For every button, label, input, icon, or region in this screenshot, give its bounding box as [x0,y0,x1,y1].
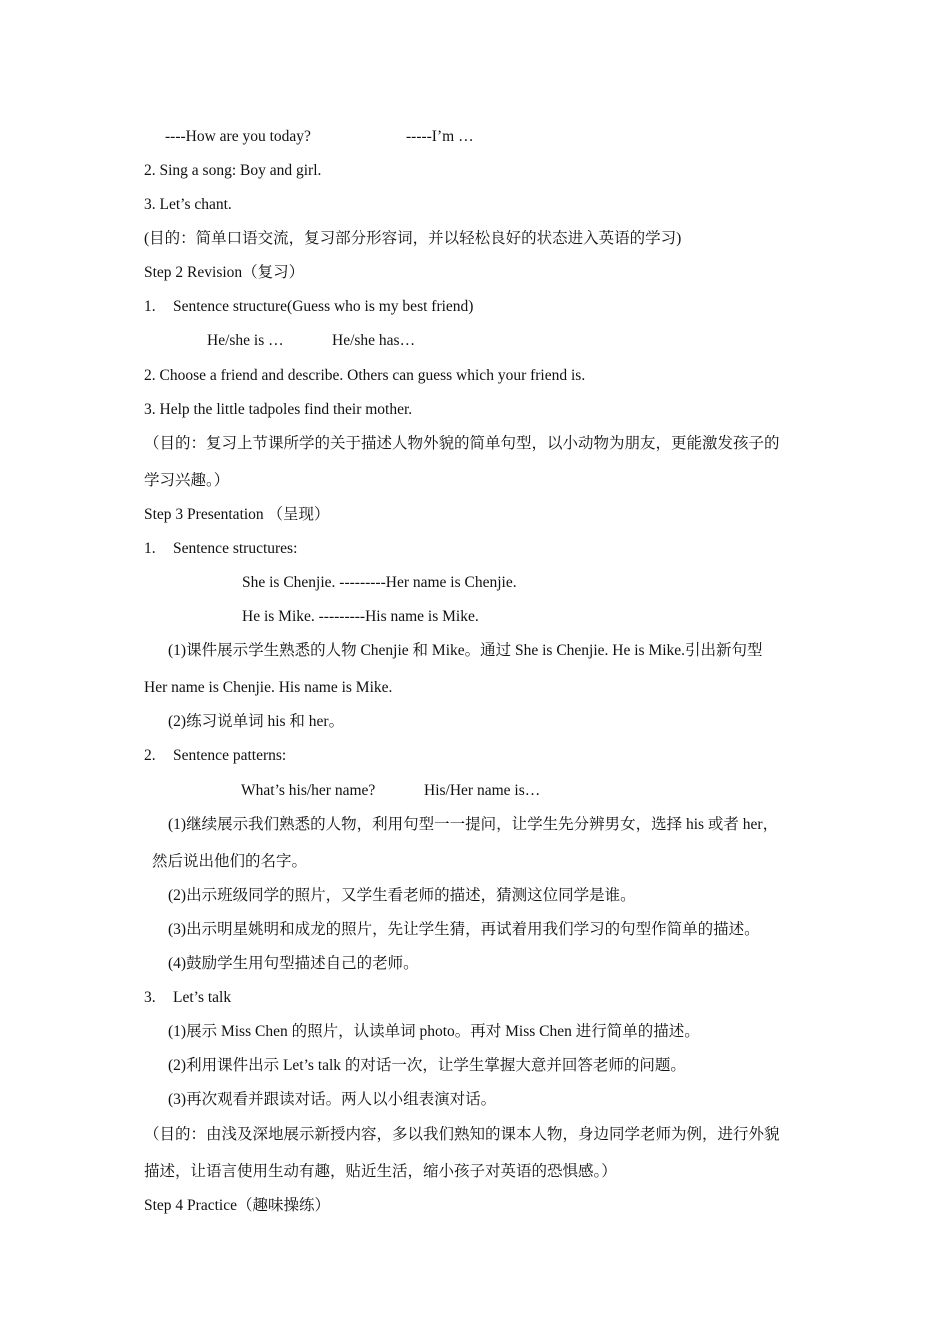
step3-note-1-line-2: Her name is Chenjie. His name is Mike. [144,679,393,696]
step3-example-2: He is Mike. ---------His name is Mike. [242,608,479,625]
step2-item-1-number: 1. [144,298,156,315]
warmup-item-2: 2. Sing a song: Boy and girl. [144,162,322,179]
step3-item-1-number: 1. [144,540,156,557]
step3-talk-1: (1)展示 Miss Chen 的照片，认读单词 photo。再对 Miss Chen 进行简单的描述。 [168,1023,700,1040]
step3-purpose-line-1: （目的：由浅及深地展示新授内容，多以我们熟知的课本人物，身边同学老师为例，进行外貌 [144,1126,780,1143]
step2-pattern-b: He/she has… [332,332,416,349]
step3-note-1-line-1: (1)课件展示学生熟悉的人物 Chenjie 和 Mike。通过 She is Chenjie. He is Mike.引出新句型 [168,642,763,659]
step3-item-3-text: Let’s talk [173,989,232,1006]
step2-pattern-a: He/she is … [207,332,284,349]
step3-purpose-line-2: 描述，让语言使用生动有趣，贴近生活，缩小孩子对英语的恐惧感。） [144,1163,617,1180]
step3-heading: Step 3 Presentation （呈现） [144,506,330,523]
step3-example-1: She is Chenjie. ---------Her name is Chenjie. [242,574,517,591]
warmup-dialog-answer: -----I’m … [406,128,474,145]
warmup-dialog-question: ----How are you today? [165,128,311,145]
step3-item-3-number: 3. [144,989,156,1006]
step2-item-3: 3. Help the little tadpoles find their mother. [144,401,413,418]
step3-p3: (3)出示明星姚明和成龙的照片，先让学生猜，再试着用我们学习的句型作简单的描述。 [168,921,760,938]
step3-p2: (2)出示班级同学的照片，又学生看老师的描述，猜测这位同学是谁。 [168,887,636,904]
step3-talk-3: (3)再次观看并跟读对话。两人以小组表演对话。 [168,1091,497,1108]
step2-item-2: 2. Choose a friend and describe. Others can guess which your friend is. [144,367,586,384]
step3-item-2-number: 2. [144,747,156,764]
step3-pattern-question: What’s his/her name? [241,782,376,799]
step3-item-2-text: Sentence patterns: [173,747,287,764]
step3-note-2: (2)练习说单词 his 和 her。 [168,713,345,730]
warmup-item-3: 3. Let’s chant. [144,196,232,213]
step3-item-1-text: Sentence structures: [173,540,298,557]
step2-item-1-text: Sentence structure(Guess who is my best friend) [173,298,474,315]
warmup-purpose: (目的：简单口语交流，复习部分形容词，并以轻松良好的状态进入英语的学习) [144,230,682,247]
step3-pattern-answer: His/Her name is… [424,782,541,799]
step3-p1-line-1: (1)继续展示我们熟悉的人物，利用句型一一提问，让学生先分辨男女，选择 his 或者 her， [168,816,779,833]
step4-heading: Step 4 Practice（趣味操练） [144,1197,330,1214]
step2-purpose-line-1: （目的：复习上节课所学的关于描述人物外貌的简单句型，以小动物为朋友，更能激发孩子的 [144,435,780,452]
step3-p4: (4)鼓励学生用句型描述自己的老师。 [168,955,419,972]
step3-talk-2: (2)利用课件出示 Let’s talk 的对话一次，让学生掌握大意并回答老师的问题。 [168,1057,686,1074]
step3-p1-line-2: 然后说出他们的名字。 [152,853,308,870]
step2-purpose-line-2: 学习兴趣。） [144,472,230,489]
step2-heading: Step 2 Revision（复习） [144,264,305,281]
